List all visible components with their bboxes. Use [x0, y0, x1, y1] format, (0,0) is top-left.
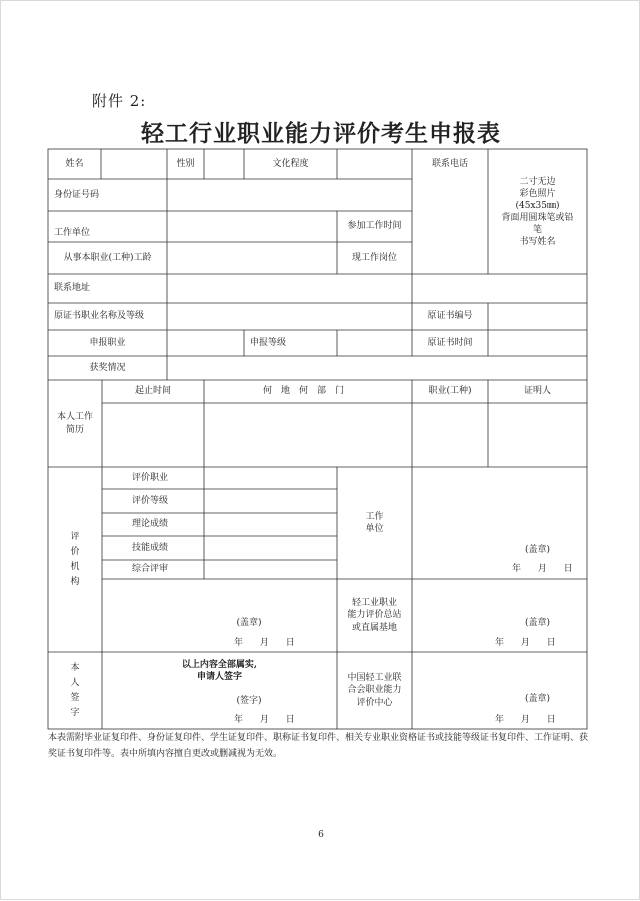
label-gender: 性别	[176, 158, 195, 169]
seal-eval-station: (盖章)	[524, 617, 551, 628]
seal-work-unit: (盖章)	[524, 544, 551, 555]
applicant-statement: 以上内容全部属实, 申请人签字	[181, 659, 258, 682]
sign-label-char-3: 签	[70, 692, 80, 703]
applicant-signature: (签字)	[236, 695, 262, 706]
label-apply-level: 申报等级	[250, 337, 287, 348]
label-id-number: 身份证号码	[54, 189, 100, 200]
annex-label: 附件 2:	[92, 92, 147, 110]
col-period: 起止时间	[134, 386, 171, 397]
label-work-start-time: 参加工作时间	[347, 221, 402, 232]
date-evaluation-center: 年 月 日	[495, 715, 556, 725]
evaluation-label-char-1: 评	[70, 531, 80, 542]
label-apply-occupation: 申报职业	[89, 337, 126, 348]
date-work-unit: 年 月 日	[512, 564, 573, 574]
date-evaluation-org: 年 月 日	[234, 638, 295, 648]
col-job: 职业(工种)	[428, 386, 472, 397]
date-eval-station: 年 月 日	[495, 638, 556, 648]
label-seniority: 从事本职业(工种)工龄	[63, 252, 152, 263]
label-evaluation-org	[48, 467, 102, 652]
label-work-unit: 工作 单位	[365, 511, 384, 534]
page-number: 6	[318, 830, 324, 840]
form-title: 轻工行业职业能力评价考生申报表	[141, 120, 501, 147]
sign-label-char-2: 人	[70, 677, 80, 688]
label-current-post: 现工作岗位	[351, 252, 397, 263]
col-witness: 证明人	[523, 386, 551, 397]
label-eval-level: 评价等级	[132, 495, 169, 506]
sign-label-char-4: 字	[70, 707, 80, 718]
label-education: 文化程度	[272, 158, 309, 169]
evaluation-label-char-3: 机	[70, 561, 80, 572]
label-overall-review: 综合评审	[132, 564, 169, 575]
photo-instructions: 二寸无边 彩色照片 (45x35㎜) 背面用圆珠笔或铅 笔 书写姓名	[501, 176, 574, 248]
label-eval-occupation: 评价职业	[132, 472, 169, 483]
label-applicant-sign	[48, 652, 102, 729]
date-applicant: 年 月 日	[234, 715, 295, 725]
label-evaluation-center: 中国轻工业联 合会职业能力 评价中心	[347, 673, 402, 708]
label-original-cert-time: 原证书时间	[427, 337, 473, 348]
label-phone: 联系电话	[431, 158, 468, 169]
label-employer: 工作单位	[54, 227, 91, 238]
label-name: 姓名	[65, 158, 84, 169]
evaluation-label-char-4: 构	[70, 576, 80, 587]
seal-evaluation-center: (盖章)	[524, 693, 551, 704]
label-work-resume: 本人工作 简历	[56, 412, 93, 435]
col-organization: 何地何部门	[262, 386, 353, 397]
label-original-cert-number: 原证书编号	[427, 311, 473, 322]
seal-evaluation-org: (盖章)	[236, 617, 262, 628]
label-address: 联系地址	[54, 283, 91, 294]
label-awards: 获奖情况	[89, 362, 126, 373]
label-skill-score: 技能成绩	[132, 542, 169, 553]
label-theory-score: 理论成绩	[132, 519, 169, 530]
evaluation-label-char-2: 价	[70, 546, 80, 557]
label-original-cert-name: 原证书职业名称及等级	[54, 311, 145, 322]
footnote: 本表需附毕业证复印件、身份证复印件、学生证复印件、职称证书复印件、相关专业职业资格证书或技能等级证书复印件、工作证明、获奖证书复印件等。表中所填内容擅自更改或删减视为无效。	[48, 733, 589, 759]
sign-label-char-1: 本	[70, 662, 80, 673]
label-eval-station: 轻工业职业 能力评价总站 或直属基地	[347, 598, 402, 633]
